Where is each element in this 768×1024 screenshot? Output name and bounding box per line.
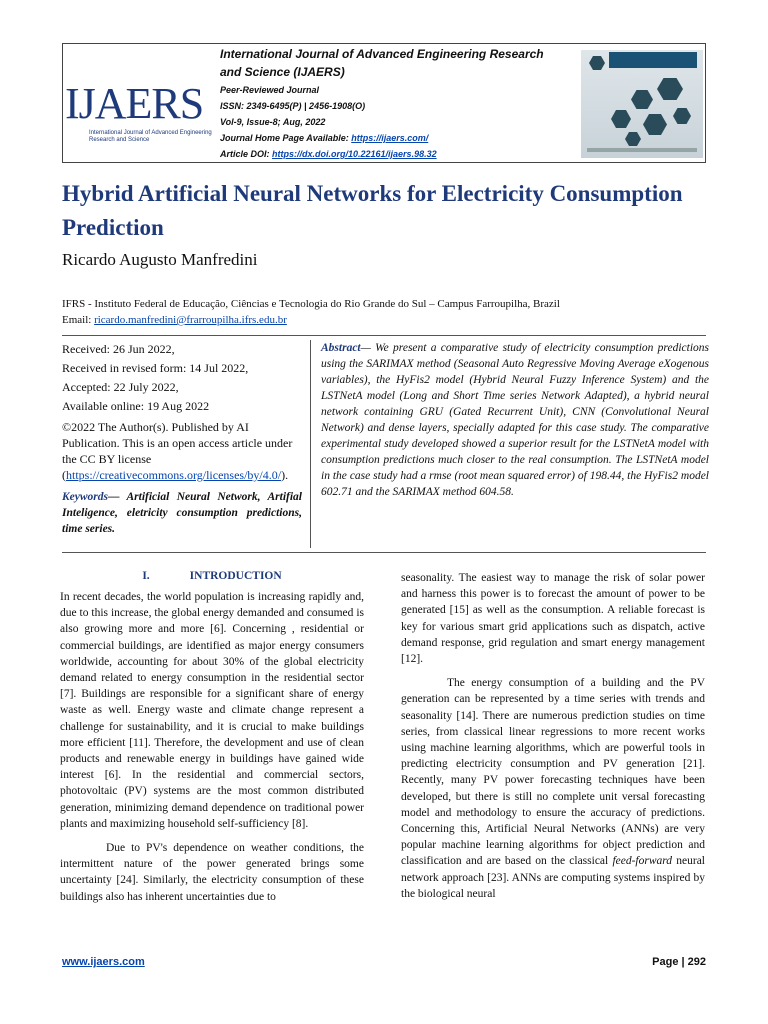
paragraph [401, 675, 705, 902]
body-left-column [60, 589, 364, 905]
emphasis-text: feed-forward [612, 855, 673, 868]
home-page-line [220, 130, 580, 146]
journal-title-line2: and Science (IJAERS) [220, 65, 345, 79]
journal-logo [65, 66, 215, 158]
cover-title-band [609, 52, 697, 68]
article-meta [62, 340, 302, 537]
paragraph: Due to PV's dependence on weather conditions, the intermittent nature of the power generated brings some uncertainty [24]. Similarly, the electricity consumption of these buildings also has inherent uncertainties due to [60, 842, 364, 903]
received-date: Received: 26 Jun 2022, [62, 342, 175, 356]
body-right-column [401, 570, 705, 902]
cover-footer [587, 148, 697, 152]
license-link[interactable]: https://creativecommons.org/licenses/by/4.0/ [66, 468, 282, 482]
cover-hex [673, 108, 691, 124]
section-title: INTRODUCTION [189, 570, 282, 582]
email-line [62, 312, 560, 328]
logo-wordmark: IJAERS [65, 79, 204, 128]
abstract-label: Abstract [321, 342, 361, 354]
paragraph: seasonality. The easiest way to manage the risk of solar power and harness this power is to forecast the amount of power to be generated [15] as well as the consumption. A reliable forecast is key for various smart grid applications such as dispatch, active demand response, grid regulation and smart energy management [12]. [401, 572, 705, 666]
cover-hex [625, 132, 641, 146]
paragraph-text: The energy consumption of a building and the PV generation can be represented by a time series with trends and seasonality [14]. There are numerous prediction studies on time series, from classical linear regressions to more recent works using machine learning algorithms, which are powerful tools in predicting electricity consumption and PV generation [21]. Recently, many PV power forecasting techniques have been developed, but there is still no complete unit versal forecasting model and methodology to ensure the accuracy of predictions. Concerning this, Artificial Neural Networks (ANNs) are very popular machine learning algorithms for object prediction and classification and are based on the classical [401, 677, 705, 868]
abstract [321, 340, 709, 500]
license-paren-close: ). [281, 468, 289, 482]
doi-line [220, 146, 580, 162]
cover-hex [657, 78, 683, 100]
paper-title: Hybrid Artificial Neural Networks for Electricity Consumption Prediction [62, 181, 683, 240]
email-link[interactable]: ricardo.manfredini@frarroupilha.ifrs.edu.br [94, 314, 287, 326]
journal-info [220, 44, 580, 162]
section-number: I. [142, 570, 150, 582]
section-heading [60, 570, 364, 582]
keywords-text: — Artificial Neural Network, Artifial Inteligence, eletricity consumption predictions, time series. [62, 491, 302, 535]
abstract-text: — We present a comparative study of electricity consumption predictions using the SARIMAX method (Seasonal Auto Regressive Moving Average eXogenous variables), the HyFis2 model (Hybrid Neural Fuzzy Inference System) and the LSTNetA model (Long and Short Time series Network Adapted), a hybrid neural network containing GRU (Gated Recurrent Unit), CNN (Convolutional Neural Network) and dense layers, specially adapted for this case study. The comparative experimental study developed showed a superior result for the LSTNetA model with consumption predictions much closer to the real consumption. The LSTNetA model in the case study had a rmse (root mean squared error) of 198.44, the HyFis2 model 602.71 and the SARIMAX method 604.58. [321, 342, 709, 498]
email-label: Email: [62, 314, 95, 326]
affiliation: IFRS - Instituto Federal de Educação, Ciências e Tecnologia do Rio Grande do Sul – Campus Farroupilha, Brazil [62, 298, 560, 310]
column-divider [310, 340, 311, 548]
divider-top [62, 335, 706, 336]
revised-date: Received in revised form: 14 Jul 2022, [62, 361, 249, 375]
logo-subtitle: International Journal of Advanced Engineering Research and Science [89, 130, 212, 143]
cover-hex [631, 90, 653, 109]
home-page-link[interactable]: https://ijaers.com/ [351, 133, 429, 143]
keywords-label: Keywords [62, 491, 108, 503]
paper-author: Ricardo Augusto Manfredini [62, 250, 258, 269]
issn: ISSN: 2349-6495(P) | 2456-1908(O) [220, 101, 366, 111]
journal-title-line1: International Journal of Advanced Engineering Research [220, 47, 544, 61]
peer-reviewed: Peer-Reviewed Journal [220, 85, 320, 95]
paragraph: In recent decades, the world population is increasing rapidly and, due to this increase, the global energy demanded and consumed is also growing more and more [6]. Concerning , residential or commercial buildings, are identified as major energy consumers worldwide, accounting for about 30% of the global electricity demand related to energy consumption in the residential sector [7]. Buildings are responsible for a significant share of energy waste as well. Energy waste and climate change represent a challenge for sustainability, and it is crucial to make buildings more efficient [11]. Therefore, the development and use of clean products and renewable energy in buildings have gained wide interest [6]. In the residential and commercial sectors, photovoltaic (PV) systems are the most common distributed generation, minimizing demand dependence on traditional power plants and maximizing household self-sufficiency [8]. [60, 591, 364, 830]
doi-link[interactable]: https://dx.doi.org/10.22161/ijaers.98.32 [272, 149, 437, 159]
journal-header [62, 43, 706, 163]
doi-label: Article DOI: [220, 149, 273, 159]
cover-hex [643, 114, 667, 135]
accepted-date: Accepted: 22 July 2022, [62, 380, 179, 394]
online-date: Available online: 19 Aug 2022 [62, 399, 210, 413]
license-paren-open: ( [62, 468, 66, 482]
cover-logo-hex [589, 56, 605, 70]
journal-cover-image [581, 50, 703, 158]
keywords [62, 489, 302, 537]
paragraph-text: neural network approach [23]. ANNs are computing systems inspired by the biological neural [401, 855, 705, 900]
license-statement: ©2022 The Author(s). Published by AI Publication. This is an open access article under the CC BY license [62, 420, 293, 466]
cover-hex [611, 110, 631, 128]
divider-bottom [62, 552, 706, 553]
footer-site-link[interactable]: www.ijaers.com [62, 956, 145, 968]
page-number: Page | 292 [652, 956, 706, 968]
volume-issue: Vol-9, Issue-8; Aug, 2022 [220, 117, 326, 127]
home-page-label: Journal Home Page Available: [220, 133, 352, 143]
affiliation-block [62, 296, 560, 328]
license-text [62, 419, 302, 483]
